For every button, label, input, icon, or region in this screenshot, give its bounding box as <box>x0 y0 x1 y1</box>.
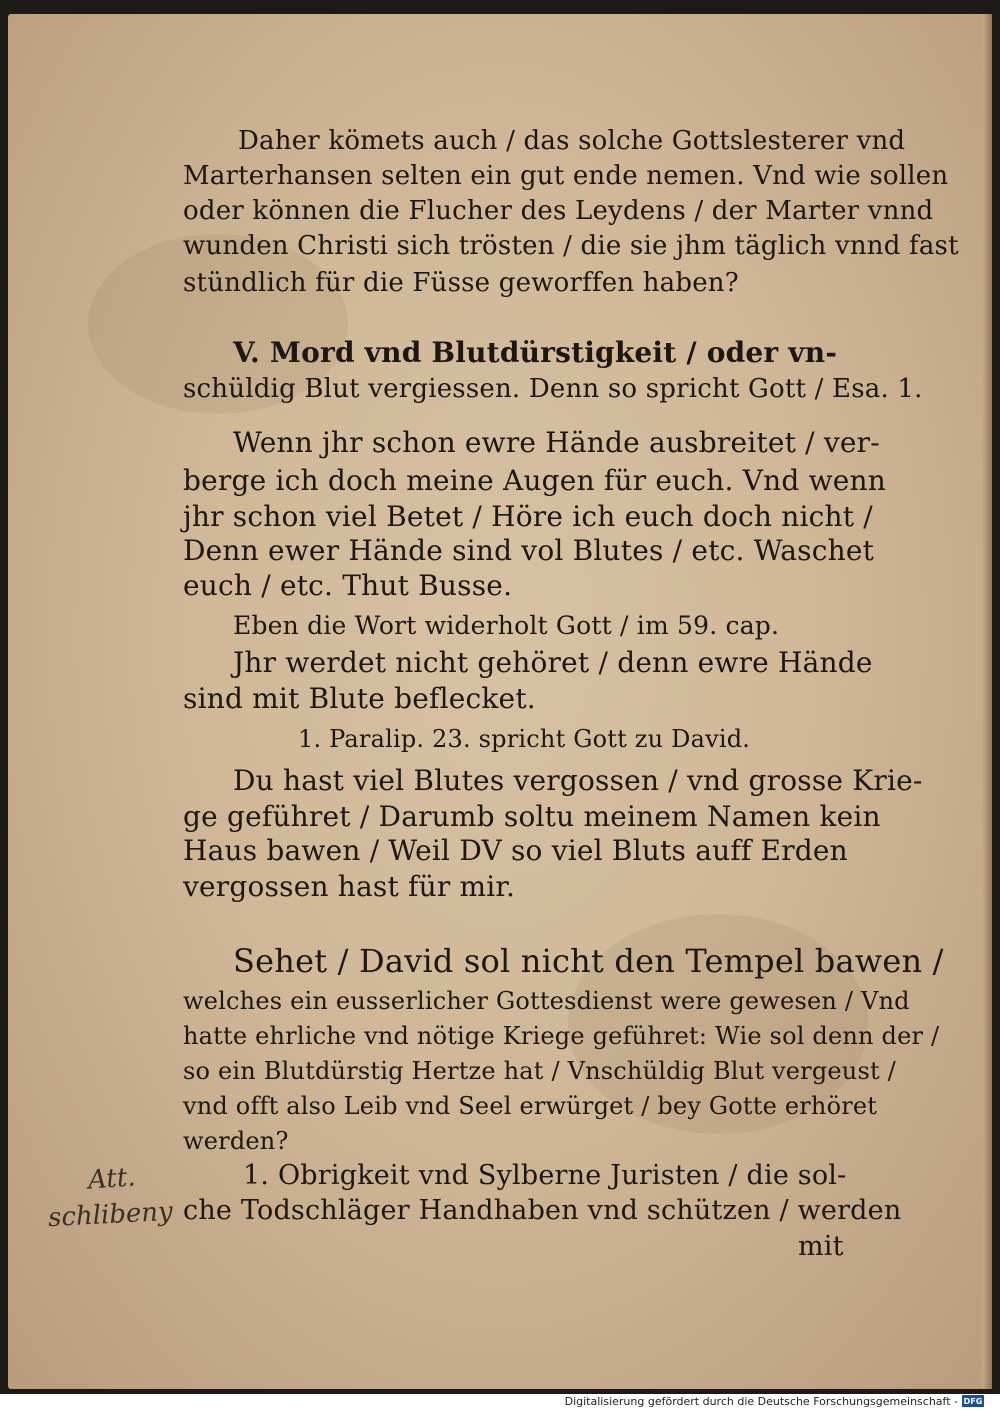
text-line: so ein Blutdürstig Hertze hat / Vnschüldig Blut vergeust / <box>183 1057 896 1085</box>
text-line: Eben die Wort widerholt Gott / im 59. cap. <box>233 611 780 640</box>
footer-credit <box>565 1393 984 1409</box>
dfg-logo: DFG <box>963 1396 983 1406</box>
text-line: Du hast viel Blutes vergossen / vnd grosse Krie- <box>233 764 923 797</box>
handwritten-margin-note <box>48 1164 188 1254</box>
text-line: sind mit Blute beflecket. <box>183 682 536 715</box>
text-line: welches ein eusserlicher Gottesdienst were gewesen / Vnd <box>183 987 910 1015</box>
text-line: ge geführet / Darumb soltu meinem Namen kein <box>183 800 881 833</box>
text-line: schüldig Blut vergiessen. Denn so spricht Gott / Esa. 1. <box>183 374 923 404</box>
text-line: werden? <box>183 1127 289 1155</box>
text-line: jhr schon viel Betet / Höre ich euch doch nicht / <box>183 500 873 533</box>
text-line: berge ich doch meine Augen für euch. Vnd wenn <box>183 464 886 497</box>
text-line: oder können die Flucher des Leydens / der Marter vnnd <box>183 196 934 226</box>
text-line: wunden Christi sich trösten / die sie jhm täglich vnnd fast <box>183 231 959 261</box>
margin-note-line: schlibeny <box>47 1196 174 1234</box>
text-line: 1. Paralip. 23. spricht Gott zu David. <box>298 725 751 753</box>
text-line: Daher kömets auch / das solche Gottslesterer vnd <box>238 126 906 156</box>
catchword: mit <box>798 1231 844 1262</box>
footer-text: Digitalisierung gefördert durch die Deutsche Forschungsgemeinschaft - <box>564 1394 958 1408</box>
text-line: Marterhansen selten ein gut ende nemen. Vnd wie sollen <box>183 161 949 191</box>
text-line: hatte ehrliche vnd nötige Kriege geführet: Wie sol denn der / <box>183 1022 940 1050</box>
text-line: che Todschläger Handhaben vnd schützen / werden <box>183 1195 902 1226</box>
page-edge <box>982 14 992 1389</box>
text-line: 1. Obrigkeit vnd Sylberne Juristen / die sol- <box>243 1160 847 1191</box>
text-line: Jhr werdet nicht gehöret / denn ewre Hände <box>233 646 873 679</box>
text-line: vnd offt also Leib vnd Seel erwürget / bey Gotte erhöret <box>183 1092 878 1120</box>
text-line: Denn ewer Hände sind vol Blutes / etc. Waschet <box>183 534 875 567</box>
book-page <box>8 14 992 1389</box>
text-line: Wenn jhr schon ewre Hände ausbreitet / ver- <box>233 426 880 459</box>
text-line: vergossen hast für mir. <box>183 870 516 903</box>
text-line: Haus bawen / Weil DV so viel Bluts auff Erden <box>183 834 848 867</box>
text-line: euch / etc. Thut Busse. <box>183 569 513 602</box>
text-line: stündlich für die Füsse geworffen haben? <box>183 268 739 298</box>
margin-note-line: Att. <box>87 1162 137 1196</box>
emphasis-line: Sehet / David sol nicht den Tempel bawen / <box>233 942 944 980</box>
section-heading: V. Mord vnd Blutdürstigkeit / oder vn- <box>233 336 838 369</box>
text-block <box>178 14 959 1274</box>
